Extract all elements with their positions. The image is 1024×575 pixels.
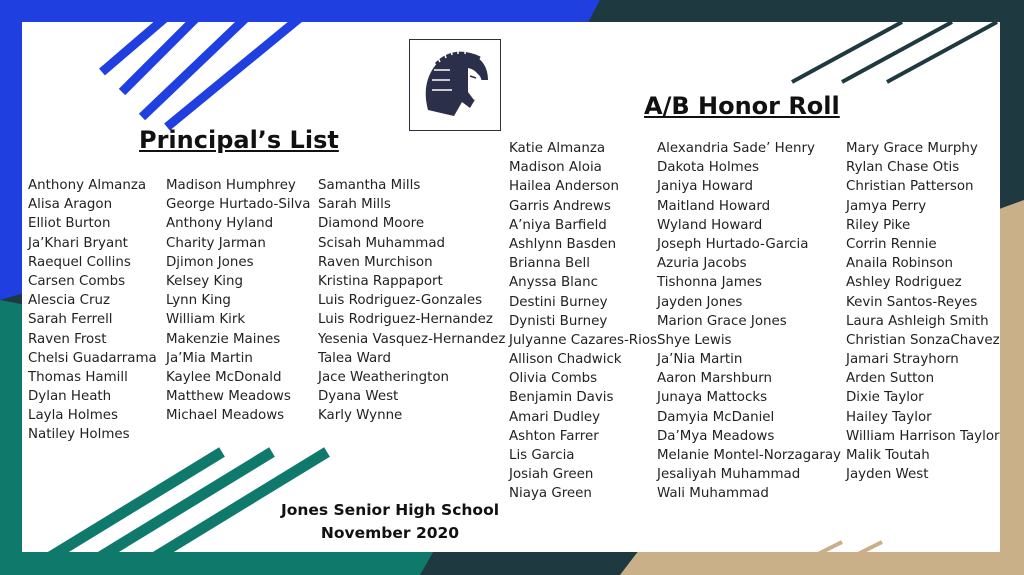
student-name: Brianna Bell: [509, 256, 590, 272]
student-name: Niaya Green: [509, 486, 592, 502]
student-name: Anyssa Blanc: [509, 275, 598, 291]
student-name: Karly Wynne: [318, 408, 403, 424]
ab-honor-roll-column-1: [509, 139, 657, 504]
student-name: Raven Murchison: [318, 254, 433, 270]
principals-list-column-1: [28, 176, 157, 445]
student-name: Dakota Holmes: [657, 160, 759, 176]
student-name: Layla Holmes: [28, 408, 119, 424]
student-name: Marion Grace Jones: [657, 313, 787, 329]
student-name: Ashton Farrer: [509, 428, 599, 444]
student-name: Riley Pike: [846, 217, 911, 233]
student-name: Damyia McDaniel: [657, 409, 775, 425]
student-name: Samantha Mills: [318, 178, 421, 193]
student-name: Anthony Hyland: [166, 216, 274, 232]
student-name: Kelsey King: [166, 273, 243, 289]
student-name: Michael Meadows: [166, 408, 285, 424]
student-name: Arden Sutton: [846, 371, 935, 387]
student-name: Corrin Rennie: [846, 236, 937, 252]
student-name: Jayden Jones: [657, 294, 743, 310]
student-name: Scisah Muhammad: [318, 235, 446, 251]
student-name: Ashlynn Basden: [509, 236, 617, 252]
student-name: Jamya Perry: [846, 198, 927, 214]
student-name: Julyanne Cazares-Rios: [509, 332, 657, 348]
student-name: Jayden West: [846, 467, 929, 483]
student-name: Mary Grace Murphy: [846, 141, 978, 156]
student-name: Anthony Almanza: [28, 178, 147, 193]
student-name: Kristina Rappaport: [318, 273, 443, 289]
student-name: Shye Lewis: [657, 332, 732, 348]
student-name: Hailea Anderson: [509, 179, 619, 195]
student-name: Amari Dudley: [509, 409, 601, 425]
student-name: Christian SonzaChavez: [846, 332, 1000, 348]
student-name: Diamond Moore: [318, 216, 425, 232]
student-name: Luis Rodriguez-Gonzales: [318, 293, 483, 309]
student-name: Janiya Howard: [657, 179, 753, 195]
student-name: Natiley Holmes: [28, 427, 130, 443]
student-name: Benjamin Davis: [509, 390, 614, 406]
student-name: Garris Andrews: [509, 198, 611, 214]
student-name: Lis Garcia: [509, 448, 575, 463]
student-name: George Hurtado-Silva: [166, 197, 311, 213]
student-name: Ja’Khari Bryant: [28, 235, 128, 251]
student-name: Madison Aloia: [509, 160, 602, 176]
student-name: Aaron Marshburn: [657, 371, 772, 387]
student-name: Anaila Robinson: [846, 256, 954, 272]
student-name: Chelsi Guadarrama: [28, 350, 157, 366]
student-name: Allison Chadwick: [509, 352, 622, 368]
student-name: Azuria Jacobs: [657, 256, 747, 272]
student-name: Ja’Mia Martin: [166, 350, 253, 366]
student-name: Dylan Heath: [28, 389, 112, 405]
student-name: Kaylee McDonald: [166, 369, 282, 385]
student-name: Elliot Burton: [28, 216, 111, 232]
student-name: Wali Muhammad: [657, 486, 769, 502]
student-name: Thomas Hamill: [28, 369, 128, 385]
principals-list-column-3: [318, 176, 505, 425]
student-name: Melanie Montel-Norzagaray: [657, 448, 841, 463]
student-name: Charity Jarman: [166, 235, 266, 251]
student-name: Yesenia Vasquez-Hernandez: [318, 331, 506, 347]
footer: [280, 499, 500, 545]
student-name: Josiah Green: [509, 467, 594, 483]
student-name: Rylan Chase Otis: [846, 160, 960, 176]
slide-card: [22, 22, 1000, 552]
ab-honor-roll-column-2: [657, 139, 841, 504]
student-name: Djimon Jones: [166, 254, 254, 270]
student-name: Jamari Strayhorn: [846, 352, 959, 368]
ab-honor-roll-column-3: [846, 139, 1000, 484]
student-name: Raequel Collins: [28, 254, 131, 270]
student-name: Lynn King: [166, 293, 231, 309]
student-name: Destini Burney: [509, 294, 608, 310]
student-name: Sarah Ferrell: [28, 312, 113, 328]
student-name: Da’Mya Meadows: [657, 428, 775, 444]
student-name: Malik Toutah: [846, 448, 930, 463]
student-name: Dyana West: [318, 389, 399, 405]
student-name: Maitland Howard: [657, 198, 771, 214]
student-name: Dixie Taylor: [846, 390, 924, 406]
student-name: Junaya Mattocks: [657, 390, 768, 406]
report-date: November 2020: [320, 524, 460, 542]
student-name: Katie Almanza: [509, 141, 606, 156]
school-name: Jones Senior High School: [280, 501, 500, 519]
student-name: Makenzie Maines: [166, 331, 281, 347]
student-name: William Kirk: [166, 312, 246, 328]
student-name: Carsen Combs: [28, 273, 126, 289]
student-name: Alexandria Sade’ Henry: [657, 141, 815, 156]
spartan-helmet-logo: [409, 39, 501, 131]
student-name: Tishonna James: [657, 275, 762, 291]
ab-honor-roll-title: A/B Honor Roll: [644, 92, 840, 120]
student-name: Ja’Nia Martin: [657, 352, 743, 368]
principals-list-column-2: [166, 176, 310, 425]
student-name: Talea Ward: [318, 350, 391, 366]
student-name: Luis Rodriguez-Hernandez: [318, 312, 493, 328]
student-name: Jesaliyah Muhammad: [657, 467, 801, 483]
student-name: Laura Ashleigh Smith: [846, 313, 989, 329]
student-name: Christian Patterson: [846, 179, 974, 195]
student-name: Dynisti Burney: [509, 313, 608, 329]
student-name: Kevin Santos-Reyes: [846, 294, 978, 310]
student-name: A’niya Barfield: [509, 217, 607, 233]
student-name: Sarah Mills: [318, 197, 391, 213]
student-name: Matthew Meadows: [166, 389, 291, 405]
student-name: Jace Weatherington: [318, 369, 450, 385]
student-name: Raven Frost: [28, 331, 107, 347]
student-name: Alisa Aragon: [28, 197, 113, 213]
student-name: William Harrison Taylor: [846, 428, 1000, 444]
student-name: Madison Humphrey: [166, 178, 296, 193]
student-name: Ashley Rodriguez: [846, 275, 962, 291]
student-name: Olivia Combs: [509, 371, 598, 387]
student-name: Wyland Howard: [657, 217, 763, 233]
student-name: Hailey Taylor: [846, 409, 932, 425]
principals-list-title: Principal’s List: [139, 126, 339, 154]
student-name: Alescia Cruz: [28, 293, 111, 309]
student-name: Joseph Hurtado-Garcia: [657, 236, 809, 252]
